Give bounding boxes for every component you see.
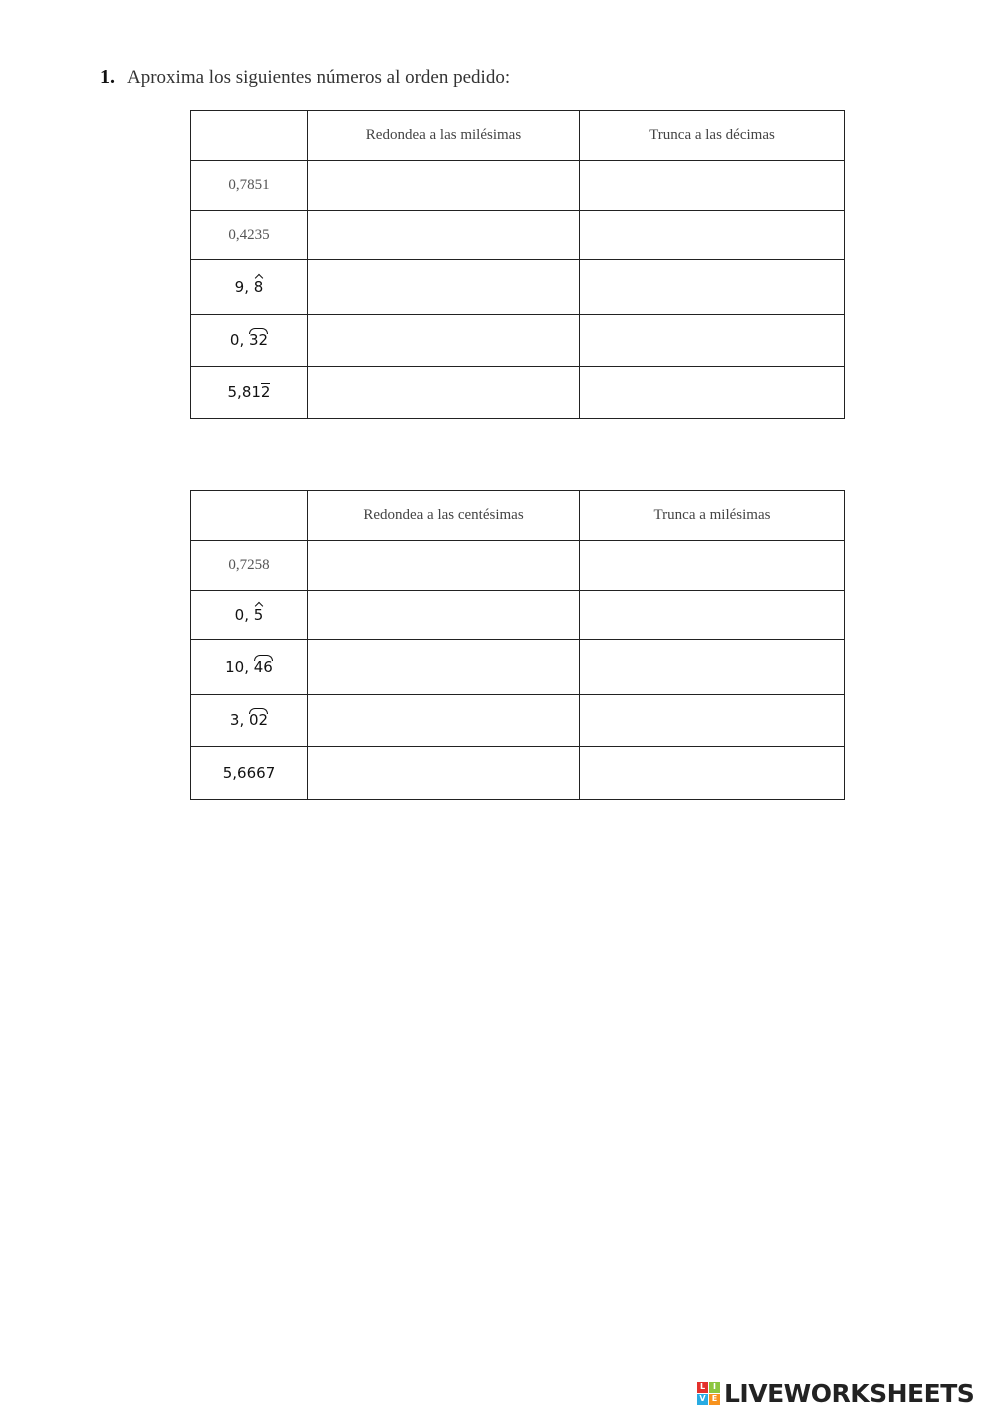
answer-cell-trunca[interactable] (580, 591, 845, 640)
header-cell-trunca: Trunca a milésimas (580, 491, 845, 541)
number-cell (191, 541, 308, 591)
answer-cell-redondea[interactable] (308, 640, 580, 695)
answer-cell-redondea[interactable] (308, 541, 580, 591)
number-integer-part: 5,81 (227, 383, 261, 401)
table-row (191, 315, 845, 367)
table-row (191, 747, 845, 800)
header-cell-empty (191, 111, 308, 161)
number-value: 5,6667 (222, 763, 276, 782)
liveworksheets-logo (697, 1378, 974, 1408)
answer-cell-trunca[interactable] (580, 640, 845, 695)
periodic-digits-arc: 02 (249, 711, 269, 729)
periodic-digits-bar: 2 (260, 383, 271, 401)
table-row (191, 161, 845, 211)
liveworksheets-wordmark: LIVEWORKSHEETS (724, 1378, 975, 1408)
number-value: 0,7851 (228, 177, 270, 193)
table-header-row (191, 491, 845, 541)
answer-cell-redondea[interactable] (308, 211, 580, 260)
question-number: 1. (100, 66, 115, 88)
table-row (191, 591, 845, 640)
number-cell (191, 211, 308, 260)
number-cell (191, 161, 308, 211)
number-integer-part: 9, (234, 277, 249, 296)
answer-cell-trunca[interactable] (580, 161, 845, 211)
table-centesimas-milesimas (190, 490, 845, 800)
number-integer-part: 0, (234, 605, 249, 624)
number-cell (191, 260, 308, 315)
periodic-digits-hat: 5 (253, 605, 264, 624)
table-milesimas-decimas (190, 110, 845, 419)
number-integer-part: 0, (229, 331, 245, 349)
answer-cell-trunca[interactable] (580, 211, 845, 260)
answer-cell-trunca[interactable] (580, 367, 845, 419)
table-header-row (191, 111, 845, 161)
header-cell-trunca: Trunca a las décimas (580, 111, 845, 161)
number-cell (191, 640, 308, 695)
periodic-digits-arc: 32 (249, 331, 269, 349)
header-cell-redondea: Redondea a las milésimas (308, 111, 580, 161)
table-row (191, 211, 845, 260)
liveworksheets-logo-icon: L I V E (697, 1382, 720, 1405)
number-cell (191, 747, 308, 800)
table-row (191, 695, 845, 747)
answer-cell-redondea[interactable] (308, 161, 580, 211)
number-value: 0,4235 (228, 226, 270, 243)
question-heading (100, 66, 510, 89)
answer-cell-trunca[interactable] (580, 747, 845, 800)
number-cell (191, 695, 308, 747)
answer-cell-trunca[interactable] (580, 695, 845, 747)
number-value: 0,7258 (228, 557, 270, 573)
answer-cell-redondea[interactable] (308, 315, 580, 367)
number-cell (191, 591, 308, 640)
number-cell (191, 367, 308, 419)
answer-cell-trunca[interactable] (580, 260, 845, 315)
periodic-digits-hat: 8 (253, 277, 264, 296)
table-row (191, 367, 845, 419)
table-row (191, 640, 845, 695)
number-cell (191, 315, 308, 367)
answer-cell-redondea[interactable] (308, 747, 580, 800)
periodic-digits-arc: 46 (253, 657, 273, 676)
answer-cell-redondea[interactable] (308, 591, 580, 640)
answer-cell-redondea[interactable] (308, 695, 580, 747)
table-row (191, 541, 845, 591)
answer-cell-trunca[interactable] (580, 541, 845, 591)
answer-cell-redondea[interactable] (308, 367, 580, 419)
number-integer-part: 3, (229, 711, 245, 729)
answer-cell-redondea[interactable] (308, 260, 580, 315)
answer-cell-trunca[interactable] (580, 315, 845, 367)
header-cell-redondea: Redondea a las centésimas (308, 491, 580, 541)
header-cell-empty (191, 491, 308, 541)
question-text: Aproxima los siguientes números al orden pedido: (127, 67, 511, 88)
number-integer-part: 10, (225, 657, 249, 676)
table-row (191, 260, 845, 315)
